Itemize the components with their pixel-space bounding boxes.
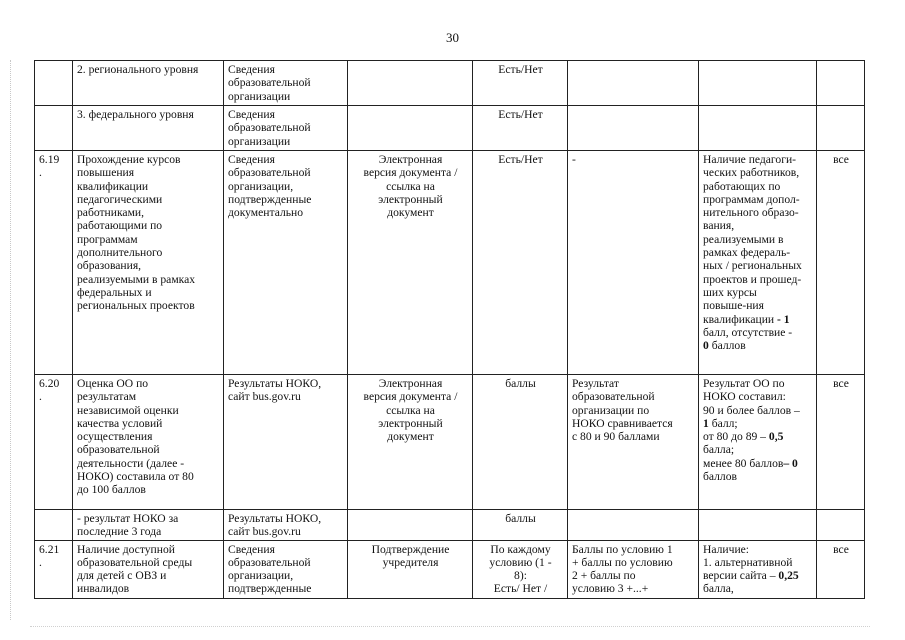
cell-scoring: Результат ОО по НОКО составил: 90 и более баллов – 1 балл; от 80 до 89 – 0,5 балла; менее 80 баллов– 0 баллов xyxy=(699,375,817,510)
cell-measure: Есть/Нет xyxy=(473,151,568,375)
cell-applies: все xyxy=(817,375,865,510)
cell-method: Баллы по условию 1 + баллы по условию 2 + баллы по условию 3 +...+ xyxy=(568,540,699,598)
cell-method: - xyxy=(568,151,699,375)
cell-number xyxy=(35,106,73,151)
cell-applies xyxy=(817,106,865,151)
cell-applies xyxy=(817,510,865,541)
cell-measure: Есть/Нет xyxy=(473,61,568,106)
page-number: 30 xyxy=(446,30,459,45)
table-body xyxy=(35,61,865,599)
cell-source: Сведения образовательной организации, подтвержденные xyxy=(224,540,348,598)
table-row xyxy=(35,151,865,375)
table-row xyxy=(35,540,865,598)
cell-number: 6.21 . xyxy=(35,540,73,598)
cell-measure: баллы xyxy=(473,375,568,510)
table-row xyxy=(35,510,865,541)
table-row xyxy=(35,61,865,106)
cell-indicator: 2. регионального уровня xyxy=(73,61,224,106)
cell-source: Результаты НОКО, сайт bus.gov.ru xyxy=(224,510,348,541)
cell-confirmation: Электронная версия документа / ссылка на электронный документ xyxy=(348,151,473,375)
cell-confirmation xyxy=(348,106,473,151)
cell-measure: баллы xyxy=(473,510,568,541)
scan-bottom-noise xyxy=(30,626,870,629)
cell-indicator: Оценка ОО по результатам независимой оценки качества условий осуществления образовательной деятельности (далее - НОКО) составила от 80 до 100 баллов xyxy=(73,375,224,510)
cell-source: Сведения образовательной организации xyxy=(224,61,348,106)
cell-source: Сведения образовательной организации xyxy=(224,106,348,151)
cell-scoring xyxy=(699,510,817,541)
cell-indicator: 3. федерального уровня xyxy=(73,106,224,151)
criteria-table xyxy=(34,60,865,599)
cell-number: 6.20 . xyxy=(35,375,73,510)
cell-scoring xyxy=(699,61,817,106)
cell-scoring: Наличие педагоги- ческих работников, работающих по программам допол- нительного образо- вания, реализуемыми в рамках федераль- ных / региональных проектов и прошед- ших курсы повыше-ния квалификации - 1 балл, отсутствие - 0 баллов xyxy=(699,151,817,375)
cell-indicator: Наличие доступной образовательной среды для детей с ОВЗ и инвалидов xyxy=(73,540,224,598)
cell-method: Результат образовательной организации по НОКО сравнивается с 80 и 90 баллами xyxy=(568,375,699,510)
cell-source: Сведения образовательной организации, подтвержденные документально xyxy=(224,151,348,375)
scan-margin-dots xyxy=(10,60,12,620)
cell-method xyxy=(568,510,699,541)
cell-scoring xyxy=(699,106,817,151)
cell-number xyxy=(35,61,73,106)
cell-confirmation: Подтверждение учредителя xyxy=(348,540,473,598)
table-row xyxy=(35,375,865,510)
cell-measure: По каждому условию (1 - 8): Есть/ Нет / xyxy=(473,540,568,598)
cell-scoring: Наличие: 1. альтернативной версии сайта – 0,25 балла, xyxy=(699,540,817,598)
cell-confirmation xyxy=(348,61,473,106)
table-row xyxy=(35,106,865,151)
cell-applies xyxy=(817,61,865,106)
cell-indicator: - результат НОКО за последние 3 года xyxy=(73,510,224,541)
cell-source: Результаты НОКО, сайт bus.gov.ru xyxy=(224,375,348,510)
cell-measure: Есть/Нет xyxy=(473,106,568,151)
cell-number xyxy=(35,510,73,541)
cell-applies: все xyxy=(817,151,865,375)
cell-confirmation xyxy=(348,510,473,541)
cell-method xyxy=(568,106,699,151)
cell-indicator: Прохождение курсов повышения квалификации педагогическими работниками, работающими по программам дополнительного образования, реализуемыми в рамках федеральных и региональных проектов xyxy=(73,151,224,375)
cell-number: 6.19 . xyxy=(35,151,73,375)
cell-method xyxy=(568,61,699,106)
cell-confirmation: Электронная версия документа / ссылка на электронный документ xyxy=(348,375,473,510)
cell-applies: все xyxy=(817,540,865,598)
